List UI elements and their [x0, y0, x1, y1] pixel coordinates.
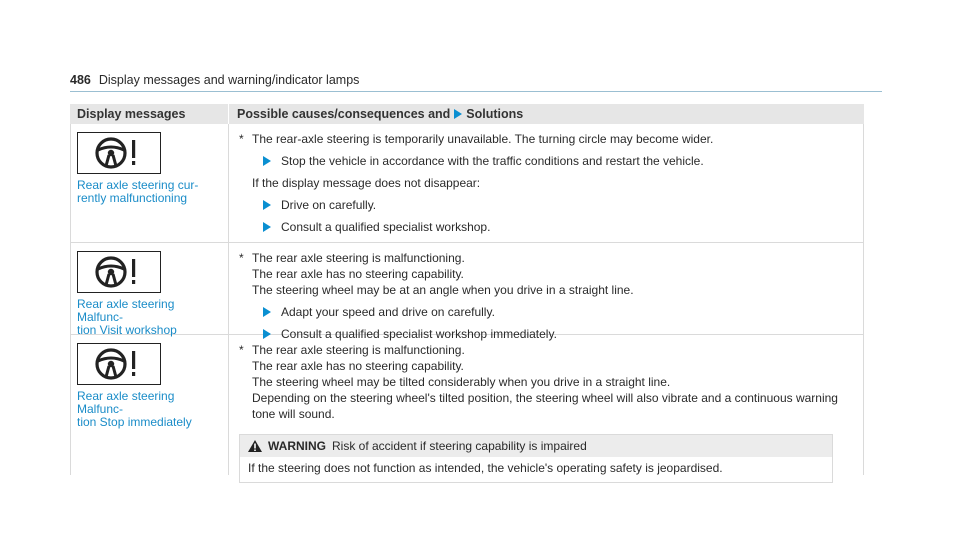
asterisk-icon: *: [239, 343, 244, 357]
messages-table: [70, 104, 864, 475]
solution-step: Stop the vehicle in accordance with the traffic conditions and restart the vehicle.: [281, 154, 704, 168]
table-row: [70, 124, 864, 243]
cause-text: The rear axle steering is malfunctioning.: [252, 251, 465, 265]
arrow-right-icon: [263, 307, 271, 317]
page-number: 486: [70, 73, 91, 87]
warning-title: WARNING: [268, 439, 326, 453]
solution-step: Consult a qualified specialist workshop.: [281, 220, 491, 234]
warning-triangle-icon: [248, 440, 262, 452]
col2-header-suffix: Solutions: [466, 107, 524, 121]
table-header: [70, 104, 864, 124]
display-message-cell: [70, 335, 228, 475]
cause-text: Depending on the steering wheel's tilted position, the steering wheel will also vibrate and a continuous warning tone will sound.: [252, 391, 838, 421]
cause-text: The rear-axle steering is temporarily unavailable. The turning circle may become wider.: [252, 132, 714, 146]
rear-axle-steering-warning-icon: [77, 132, 161, 174]
warning-box: [239, 434, 833, 483]
solution-step: Adapt your speed and drive on carefully.: [281, 305, 495, 319]
paragraph: If the display message does not disappear:: [252, 176, 481, 190]
causes-cell: [228, 335, 864, 475]
table-row: [70, 335, 864, 475]
cause-text: The rear axle has no steering capability.: [252, 359, 464, 373]
header-rule: [70, 91, 882, 92]
warning-body: If the steering does not function as intended, the vehicle's operating safety is jeopardised.: [248, 461, 723, 475]
table-row: [70, 243, 864, 341]
display-message-cell: [70, 124, 228, 242]
page-header-title: Display messages and warning/indicator lamps: [98, 73, 360, 87]
causes-cell: [228, 124, 864, 242]
cause-text: The rear axle has no steering capability.: [252, 267, 464, 281]
solution-step: Drive on carefully.: [281, 198, 377, 212]
arrow-right-icon: [263, 200, 271, 210]
rear-axle-steering-warning-icon: [77, 343, 161, 385]
cause-text: The rear axle steering is malfunctioning.: [252, 343, 465, 357]
arrow-right-icon: [263, 156, 271, 166]
page-header: [70, 73, 359, 87]
cause-text: The steering wheel may be tilted considerably when you drive in a straight line.: [252, 375, 671, 389]
col-causes-solutions: [228, 104, 864, 124]
arrow-right-icon: [454, 109, 462, 119]
arrow-right-icon: [263, 222, 271, 232]
asterisk-icon: *: [239, 251, 244, 265]
rear-axle-steering-warning-icon: [77, 251, 161, 293]
asterisk-icon: *: [239, 132, 244, 146]
message-label: Rear axle steering Malfunc- tion Stop immediately: [77, 389, 192, 429]
display-message-cell: [70, 243, 228, 337]
warning-header: [240, 435, 832, 457]
message-label: Rear axle steering Malfunc- tion Visit workshop: [77, 297, 177, 337]
col-display-messages: Display messages: [77, 107, 186, 121]
message-label: Rear axle steering cur- rently malfunctioning: [77, 178, 199, 205]
cause-text: The steering wheel may be at an angle when you drive in a straight line.: [252, 283, 634, 297]
warning-headline: Risk of accident if steering capability is impaired: [332, 439, 587, 453]
solution-step: Consult a qualified specialist workshop immediately.: [281, 327, 557, 341]
col2-header-prefix: Possible causes/consequences and: [237, 107, 451, 121]
causes-cell: [228, 243, 864, 341]
